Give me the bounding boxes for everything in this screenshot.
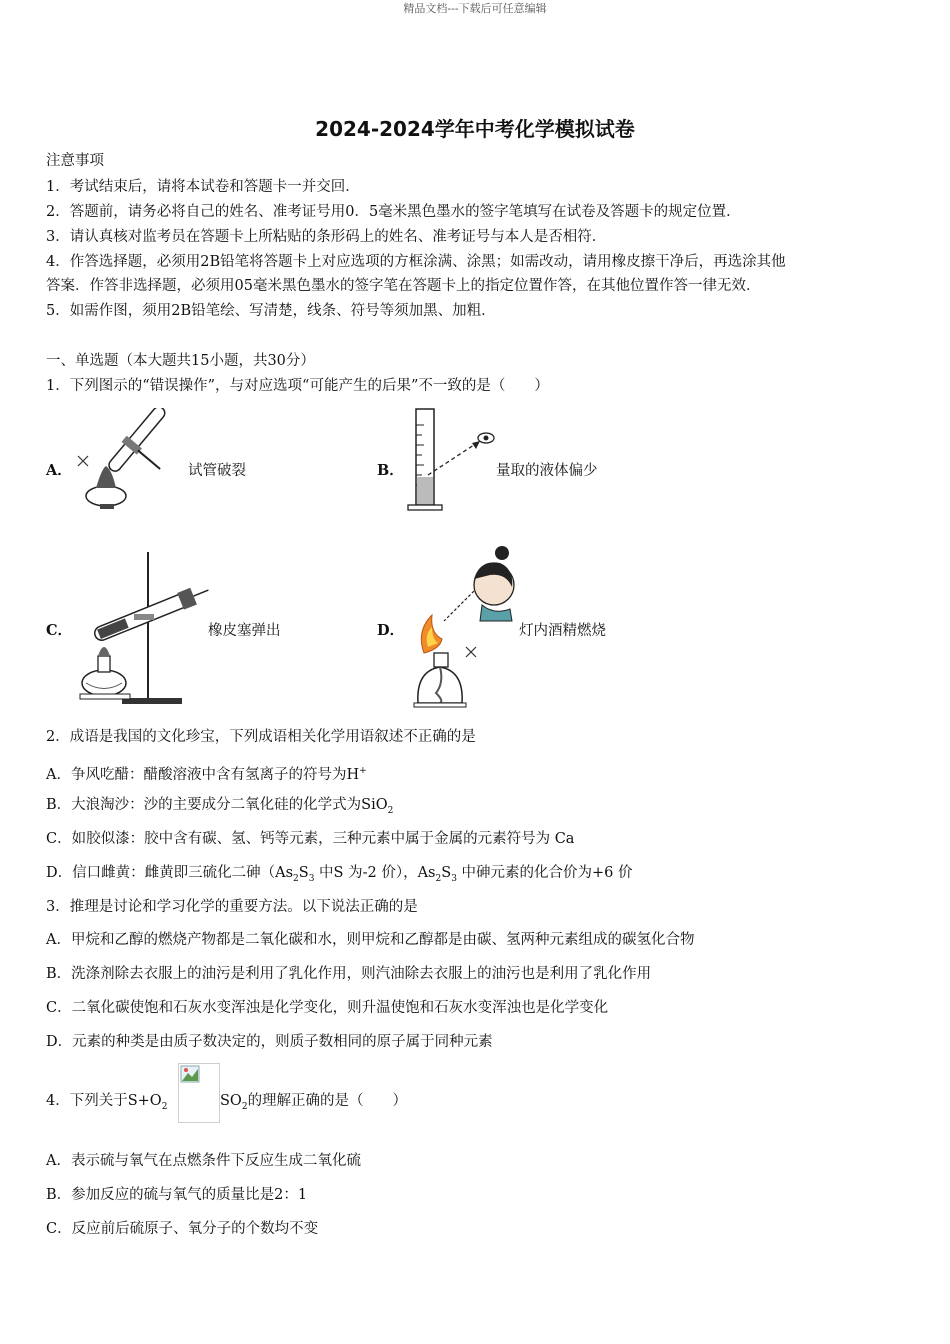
question-3-option-c: C．二氧化碳使饱和石灰水变浑浊是化学变化，则升温使饱和石灰水变浑浊也是化学变化 xyxy=(46,1000,609,1016)
question-4-stem-start: 4．下列关于$S+O_2$ xyxy=(46,1093,168,1112)
notice-item: 1．考试结束后，请将本试卷和答题卡一并交回． xyxy=(46,179,360,195)
stand-heating-figure xyxy=(72,548,217,710)
option-d-label: D． xyxy=(377,622,405,639)
page-header: 精品文档---下载后可任意编辑 xyxy=(403,2,547,15)
question-2-stem: 2．成语是我国的文化珍宝，下列成语相关化学用语叙述不正确的是 xyxy=(46,729,476,745)
option-b-text: 量取的液体偏少 xyxy=(496,463,598,479)
question-3-option-b: B．洗涤剂除去衣服上的油污是利用了乳化作用，则汽油除去衣服上的油污也是利用了乳化作用 xyxy=(46,966,652,982)
question-2-option-b: B．大浪淘沙：沙的主要成分二氧化硅的化学式为SiO$_2$ xyxy=(46,797,394,816)
question-1-stem: 1．下列图示的“错误操作”，与对应选项“可能产生的后果”不一致的是（ ） xyxy=(46,378,549,394)
option-b-label: B． xyxy=(377,462,404,479)
question-3-stem: 3．推理是讨论和学习化学的重要方法。以下说法正确的是 xyxy=(46,899,418,915)
broken-image-placeholder xyxy=(178,1063,220,1123)
question-3-option-a: A．甲烷和乙醇的燃烧产物都是二氧化碳和水，则甲烷和乙醇都是由碳、氢两种元素组成的碳氢化合物 xyxy=(46,932,695,948)
tube-heating-figure xyxy=(72,408,192,514)
notice-item: 3．请认真核对监考员在答题卡上所粘贴的条形码上的姓名、准考证号与本人是否相符． xyxy=(46,229,607,245)
option-d-text: 灯内酒精燃烧 xyxy=(519,623,606,639)
notice-item: 5．如需作图，须用2B铅笔绘、写清楚，线条、符号等须加黑、加粗． xyxy=(46,303,496,319)
question-2-option-d: D．信口雌黄：雌黄即三硫化二砷（$As_2S_3$ 中S 为-2 价），$As_2S_3$ 中砷元素的化合价为+6 价 xyxy=(46,865,633,884)
option-c-text: 橡皮塞弹出 xyxy=(208,623,281,639)
broken-image-icon xyxy=(180,1065,200,1083)
question-4-option-a: A．表示硫与氧气在点燃条件下反应生成二氧化硫 xyxy=(46,1153,361,1169)
blowing-lamp-figure xyxy=(410,543,520,713)
page-title: 2024-2024学年中考化学模拟试卷 xyxy=(315,117,635,141)
notice-item: 4．作答选择题，必须用2B铅笔将答题卡上对应选项的方框涂满、涂黑；如需改动，请用橡皮擦干净后，再选涂其他 xyxy=(46,254,786,270)
question-2-option-c: C．如胶似漆：胶中含有碳、氢、钙等元素，三种元素中属于金属的元素符号为 Ca xyxy=(46,831,575,847)
question-3-option-d: D．元素的种类是由质子数决定的，则质子数相同的原子属于同种元素 xyxy=(46,1034,493,1050)
question-4-option-b: B．参加反应的硫与氧气的质量比是2：1 xyxy=(46,1187,308,1203)
notice-item: 2．答题前，请务必将自己的姓名、准考证号用0．5毫米黑色墨水的签字笔填写在试卷及答题卡的规定位置． xyxy=(46,204,741,220)
notice-heading: 注意事项 xyxy=(46,153,104,169)
question-4-option-c: C．反应前后硫原子、氧分子的个数均不变 xyxy=(46,1221,319,1237)
cylinder-reading-figure xyxy=(402,405,502,515)
option-a-text: 试管破裂 xyxy=(188,463,246,479)
option-a-label: A． xyxy=(46,462,72,479)
option-c-label: C． xyxy=(46,622,73,639)
notice-item: 答案．作答非选择题，必须用05毫米黑色墨水的签字笔在答题卡上的指定位置作答，在其他位置作答一律无效． xyxy=(46,278,761,294)
section-heading: 一、单选题（本大题共15小题，共30分） xyxy=(46,353,315,369)
question-2-option-a: A．争风吃醋：醋酸溶液中含有氢离子的符号为H+ xyxy=(46,766,367,783)
question-4-stem-end: $SO_2$的理解正确的是（ ） xyxy=(220,1093,408,1112)
